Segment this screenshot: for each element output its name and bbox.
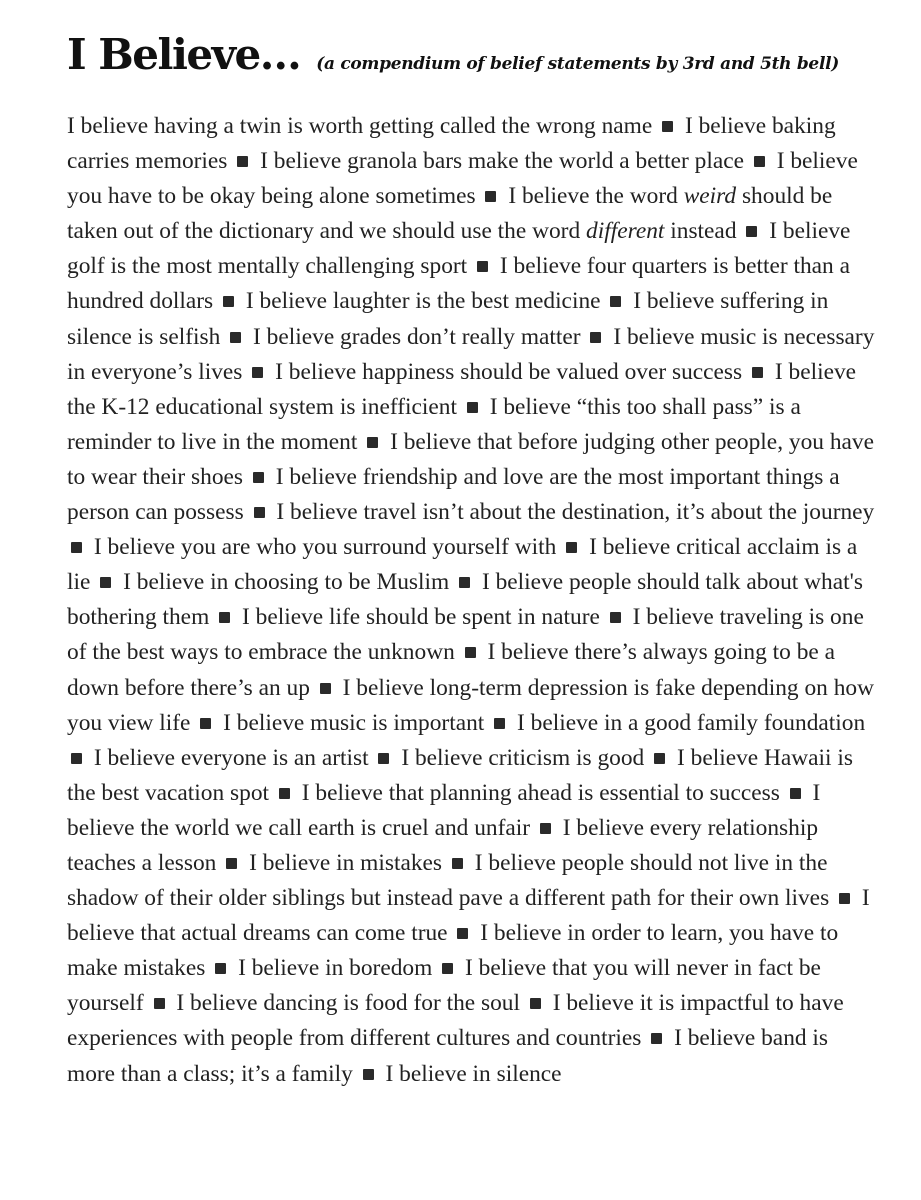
statement-text: I believe happiness should be valued over success bbox=[275, 358, 743, 385]
statement-text: I believe band is more than a class; it’s a family bbox=[67, 1025, 829, 1087]
statement-text: I believe four quarters is better than a hundred dollars bbox=[67, 253, 850, 315]
square-bullet-icon bbox=[226, 858, 237, 869]
statement-text: I believe long-term depression is fake depending on how you view life bbox=[67, 674, 874, 736]
square-bullet-icon bbox=[790, 788, 801, 799]
square-bullet-icon bbox=[459, 577, 470, 588]
statement-text: I believe in mistakes bbox=[249, 849, 443, 876]
statement-text: I believe music is important bbox=[223, 709, 485, 736]
square-bullet-icon bbox=[465, 647, 476, 658]
square-bullet-icon bbox=[530, 998, 541, 1009]
statement-text: I believe Hawaii is the best vacation spot bbox=[67, 744, 853, 806]
square-bullet-icon bbox=[610, 296, 621, 307]
belief-statement bbox=[275, 359, 742, 385]
square-bullet-icon bbox=[320, 683, 331, 694]
square-bullet-icon bbox=[494, 718, 505, 729]
square-bullet-icon bbox=[754, 156, 765, 167]
square-bullet-icon bbox=[254, 507, 265, 518]
statement-text: I believe suffering in silence is selfish bbox=[67, 288, 829, 350]
square-bullet-icon bbox=[654, 753, 665, 764]
statement-text: I believe in choosing to be Muslim bbox=[123, 569, 450, 596]
square-bullet-icon bbox=[253, 472, 264, 483]
square-bullet-icon bbox=[540, 823, 551, 834]
square-bullet-icon bbox=[367, 437, 378, 448]
square-bullet-icon bbox=[477, 261, 488, 272]
belief-statement bbox=[401, 745, 644, 771]
statement-text: I believe life should be spent in nature bbox=[241, 604, 600, 631]
statement-text: I believe the word bbox=[508, 183, 684, 210]
statement-text: I believe critical acclaim is a lie bbox=[67, 534, 858, 596]
square-bullet-icon bbox=[457, 928, 468, 939]
belief-statement bbox=[94, 534, 557, 560]
belief-statement bbox=[242, 604, 600, 630]
square-bullet-icon bbox=[215, 963, 226, 974]
statement-text: should be taken out of the dictionary and we should use the word bbox=[67, 183, 833, 245]
belief-statement bbox=[253, 324, 581, 350]
square-bullet-icon bbox=[467, 402, 478, 413]
statement-text: I believe everyone is an artist bbox=[93, 744, 369, 771]
statement-text: I believe grades don’t really matter bbox=[253, 323, 581, 350]
belief-statement bbox=[249, 850, 442, 876]
belief-statement bbox=[302, 780, 780, 806]
statement-text: I believe friendship and love are the most important things a person can possess bbox=[67, 463, 840, 526]
square-bullet-icon bbox=[279, 788, 290, 799]
belief-statement bbox=[123, 569, 449, 595]
statement-text: I believe there’s always going to be a down before there’s an up bbox=[67, 639, 836, 701]
statement-text: I believe in silence bbox=[385, 1060, 562, 1087]
statement-text: I believe it is impactful to have experiences with people from different cultures and countries bbox=[67, 990, 844, 1052]
belief-statement bbox=[223, 710, 484, 736]
square-bullet-icon bbox=[566, 542, 577, 553]
header bbox=[67, 30, 875, 79]
square-bullet-icon bbox=[651, 1033, 662, 1044]
statement-text: I believe travel isn’t about the destination, it’s about the journey bbox=[276, 499, 875, 526]
statement-text: I believe “this too shall pass” is a reminder to live in the moment bbox=[67, 393, 801, 455]
belief-statement bbox=[238, 955, 432, 981]
square-bullet-icon bbox=[363, 1069, 374, 1080]
belief-statement bbox=[517, 710, 865, 736]
statement-text: I believe baking carries memories bbox=[67, 113, 836, 175]
square-bullet-icon bbox=[746, 226, 757, 237]
statement-text: I believe golf is the most mentally challenging sport bbox=[67, 218, 851, 280]
square-bullet-icon bbox=[154, 998, 165, 1009]
square-bullet-icon bbox=[590, 332, 601, 343]
square-bullet-icon bbox=[219, 612, 230, 623]
belief-statement bbox=[276, 499, 874, 525]
square-bullet-icon bbox=[662, 121, 673, 132]
belief-statement bbox=[246, 288, 601, 314]
statement-text: I believe laughter is the best medicine bbox=[245, 288, 601, 315]
square-bullet-icon bbox=[230, 332, 241, 343]
statement-text: I believe that you will never in fact be yourself bbox=[67, 955, 821, 1017]
belief-statements bbox=[67, 109, 875, 1092]
statement-text: I believe in order to learn, you have to make mistakes bbox=[67, 920, 839, 982]
statement-text: I believe granola bars make the world a better place bbox=[260, 148, 744, 175]
statement-text: I believe that planning ahead is essential to success bbox=[301, 779, 780, 806]
page-subtitle: (a compendium of belief statements by 3rd and 5th bell) bbox=[316, 54, 840, 74]
belief-statement bbox=[176, 990, 520, 1016]
square-bullet-icon bbox=[71, 753, 82, 764]
square-bullet-icon bbox=[100, 577, 111, 588]
statement-text: I believe the K-12 educational system is inefficient bbox=[67, 358, 857, 420]
statement-text: I believe every relationship teaches a lesson bbox=[67, 814, 819, 876]
belief-statement bbox=[386, 1061, 562, 1087]
statement-text: I believe dancing is food for the soul bbox=[176, 990, 520, 1017]
statement-text: I believe that before judging other people, you have to wear their shoes bbox=[67, 428, 874, 490]
emphasized-word: different bbox=[586, 218, 665, 245]
statement-text: I believe people should talk about what's bothering them bbox=[67, 569, 863, 631]
square-bullet-icon bbox=[839, 893, 850, 904]
document-page bbox=[67, 30, 875, 1092]
square-bullet-icon bbox=[71, 542, 82, 553]
page-title: I Believe… bbox=[67, 30, 301, 79]
statement-text: I believe having a twin is worth getting called the wrong name bbox=[67, 113, 653, 139]
square-bullet-icon bbox=[442, 963, 453, 974]
statement-text: I believe music is necessary in everyone’s lives bbox=[67, 323, 875, 385]
square-bullet-icon bbox=[223, 296, 234, 307]
statement-text: instead bbox=[664, 218, 737, 245]
square-bullet-icon bbox=[237, 156, 248, 167]
emphasized-word: weird bbox=[683, 183, 737, 210]
belief-statement bbox=[260, 148, 744, 174]
statement-text: I believe you are who you surround yourself with bbox=[93, 534, 557, 561]
statement-text: I believe that actual dreams can come true bbox=[67, 885, 870, 947]
statement-text: I believe in a good family foundation bbox=[517, 709, 866, 736]
statement-text: I believe the world we call earth is cruel and unfair bbox=[67, 779, 821, 841]
belief-statement bbox=[67, 113, 652, 139]
belief-statement bbox=[94, 745, 369, 771]
square-bullet-icon bbox=[200, 718, 211, 729]
statement-text: I believe in boredom bbox=[238, 955, 433, 982]
square-bullet-icon bbox=[610, 612, 621, 623]
statement-text: I believe criticism is good bbox=[401, 744, 645, 771]
square-bullet-icon bbox=[252, 367, 263, 378]
square-bullet-icon bbox=[452, 858, 463, 869]
statement-text: I believe people should not live in the shadow of their older siblings but instead pave a different path for their own lives bbox=[67, 849, 830, 912]
square-bullet-icon bbox=[752, 367, 763, 378]
square-bullet-icon bbox=[485, 191, 496, 202]
square-bullet-icon bbox=[378, 753, 389, 764]
statement-text: I believe you have to be okay being alone sometimes bbox=[67, 148, 858, 210]
statement-text: I believe traveling is one of the best ways to embrace the unknown bbox=[67, 604, 864, 666]
